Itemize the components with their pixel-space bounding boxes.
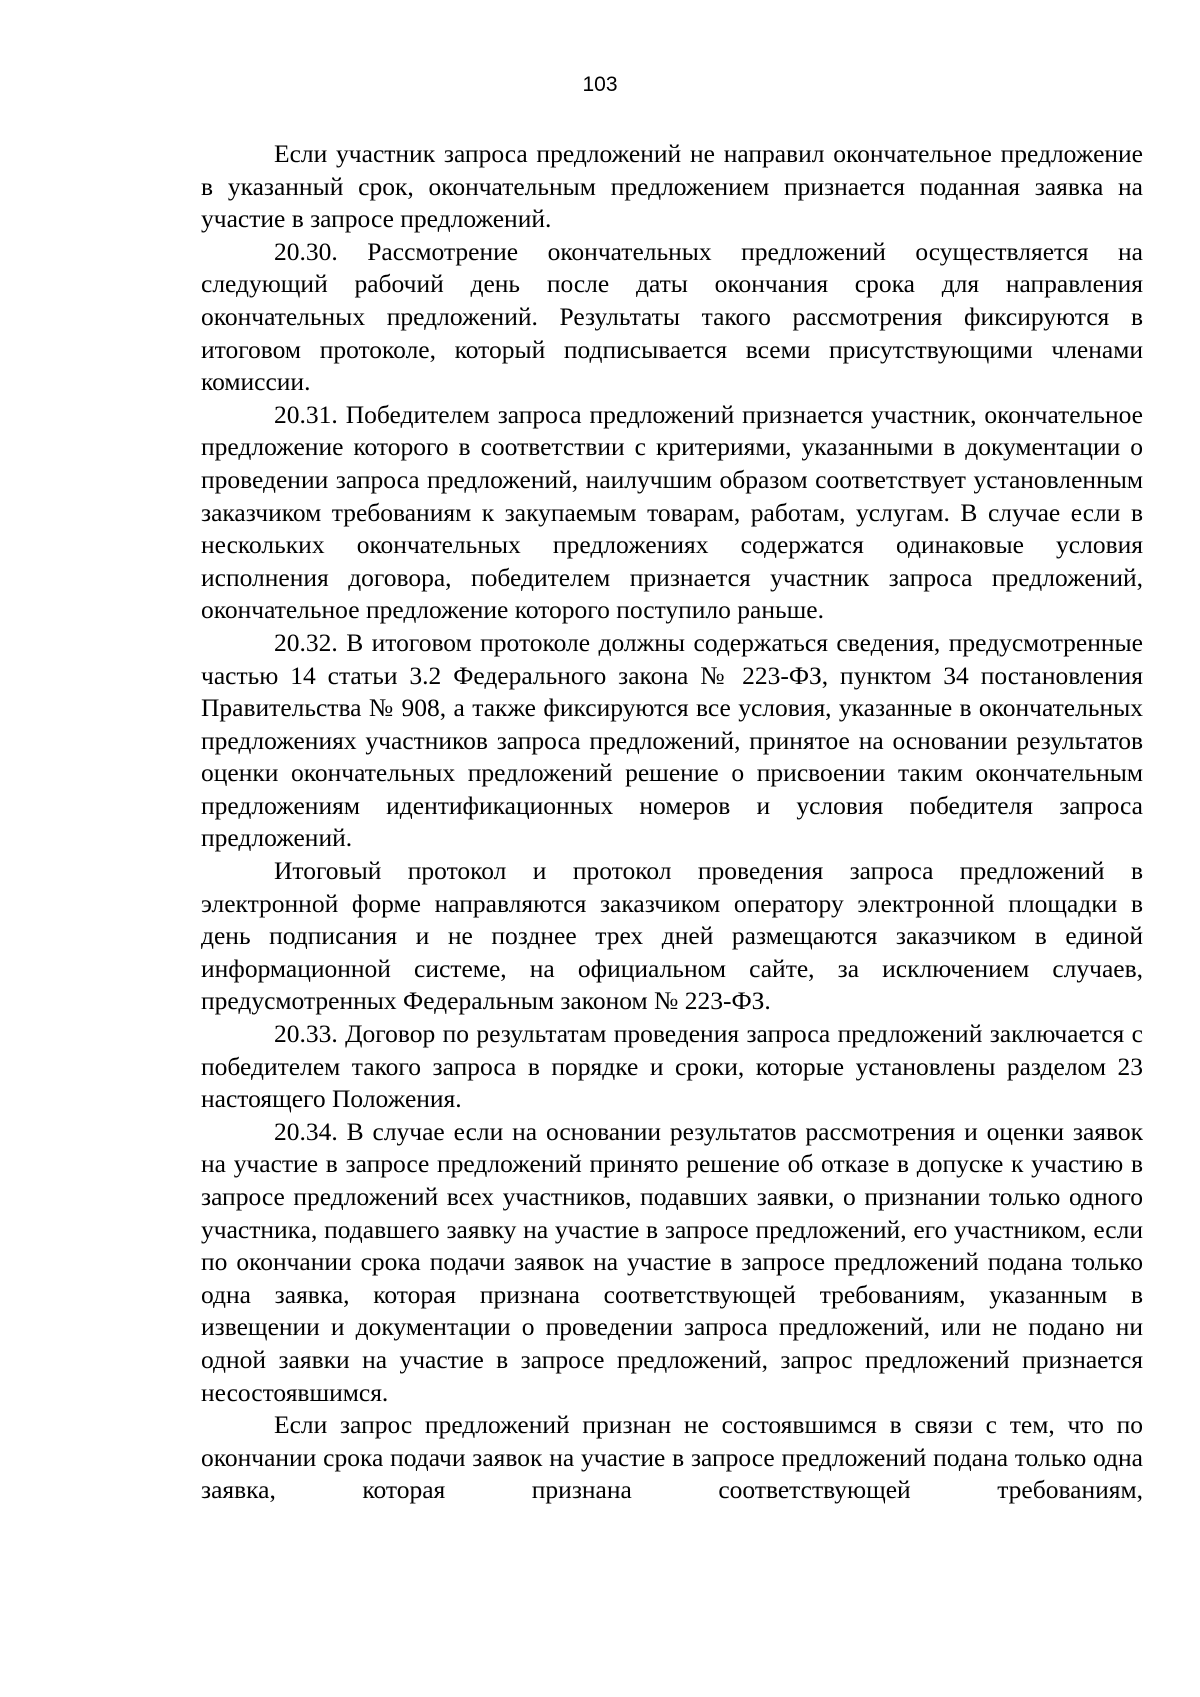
document-body xyxy=(201,138,1143,1507)
paragraph-final-offer-default: Если участник запроса предложений не направил окончательное предложение в указанный срок, окончательным предложением признается поданная заявка на участие в запросе предложений. xyxy=(201,139,1143,234)
paragraph-20-34: 20.34. В случае если на основании результатов рассмотрения и оценки заявок на участие в запросе предложений принято решение об отказе в допуске к участию в запросе предложений всех участников, подавших заявки, о признании только одного участника, подавшего заявку на участие в запросе предложений, его участником, если по окончании срока подачи заявок на участие в запросе предложений подана только одна заявка, которая признана соответствующей требованиям, указанным в извещении и документации о проведении запроса предложений, или не подано ни одной заявки на участие в запросе предложений, запрос предложений признается несостоявшимся. xyxy=(201,1116,1143,1407)
page-number: 103 xyxy=(582,73,618,96)
paragraph-20-31: 20.31. Победителем запроса предложений признается участник, окончательное предложение которого в соответствии с критериями, указанными в документации о проведении запроса предложений, наилучшим образом соответствует установленным заказчиком требованиям к закупаемым товарам, работам, услугам. В случае если в нескольких окончательных предложениях содержатся одинаковые условия исполнения договора, победителем признается участник запроса предложений, окончательное предложение которого поступило раньше. xyxy=(201,399,1143,625)
paragraph-failed-request: Если запрос предложений признан не состоявшимся в связи с тем, что по окончании срока подачи заявок на участие в запросе предложений подана только одна заявка, которая признана соответствующей требованиям, xyxy=(201,1410,1143,1505)
paragraph-final-protocol: Итоговый протокол и протокол проведения запроса предложений в электронной форме направляются заказчиком оператору электронной площадки в день подписания и не позднее трех дней размещаются заказчиком в единой информационной системе, на официальном сайте, за исключением случаев, предусмотренных Федеральным законом № 223-ФЗ. xyxy=(201,856,1143,1016)
paragraph-20-32: 20.32. В итоговом протоколе должны содержаться сведения, предусмотренные частью 14 статьи 3.2 Федерального закона № 223-ФЗ, пунктом 34 постановления Правительства № 908, а также фиксируются все условия, указанные в окончательных предложениях участников запроса предложений, принятое на основании результатов оценки окончательных предложений решение о присвоении таким окончательным предложениям идентификационных номеров и условия победителя запроса предложений. xyxy=(201,627,1143,853)
paragraph-20-30: 20.30. Рассмотрение окончательных предложений осуществляется на следующий рабочий день после даты окончания срока для направления окончательных предложений. Результаты такого рассмотрения фиксируются в итоговом протоколе, который подписывается всеми присутствующими членами комиссии. xyxy=(201,236,1143,397)
paragraph-20-33: 20.33. Договор по результатам проведения запроса предложений заключается с победителем такого запроса в порядке и сроки, которые установлены разделом 23 настоящего Положения. xyxy=(201,1019,1143,1114)
